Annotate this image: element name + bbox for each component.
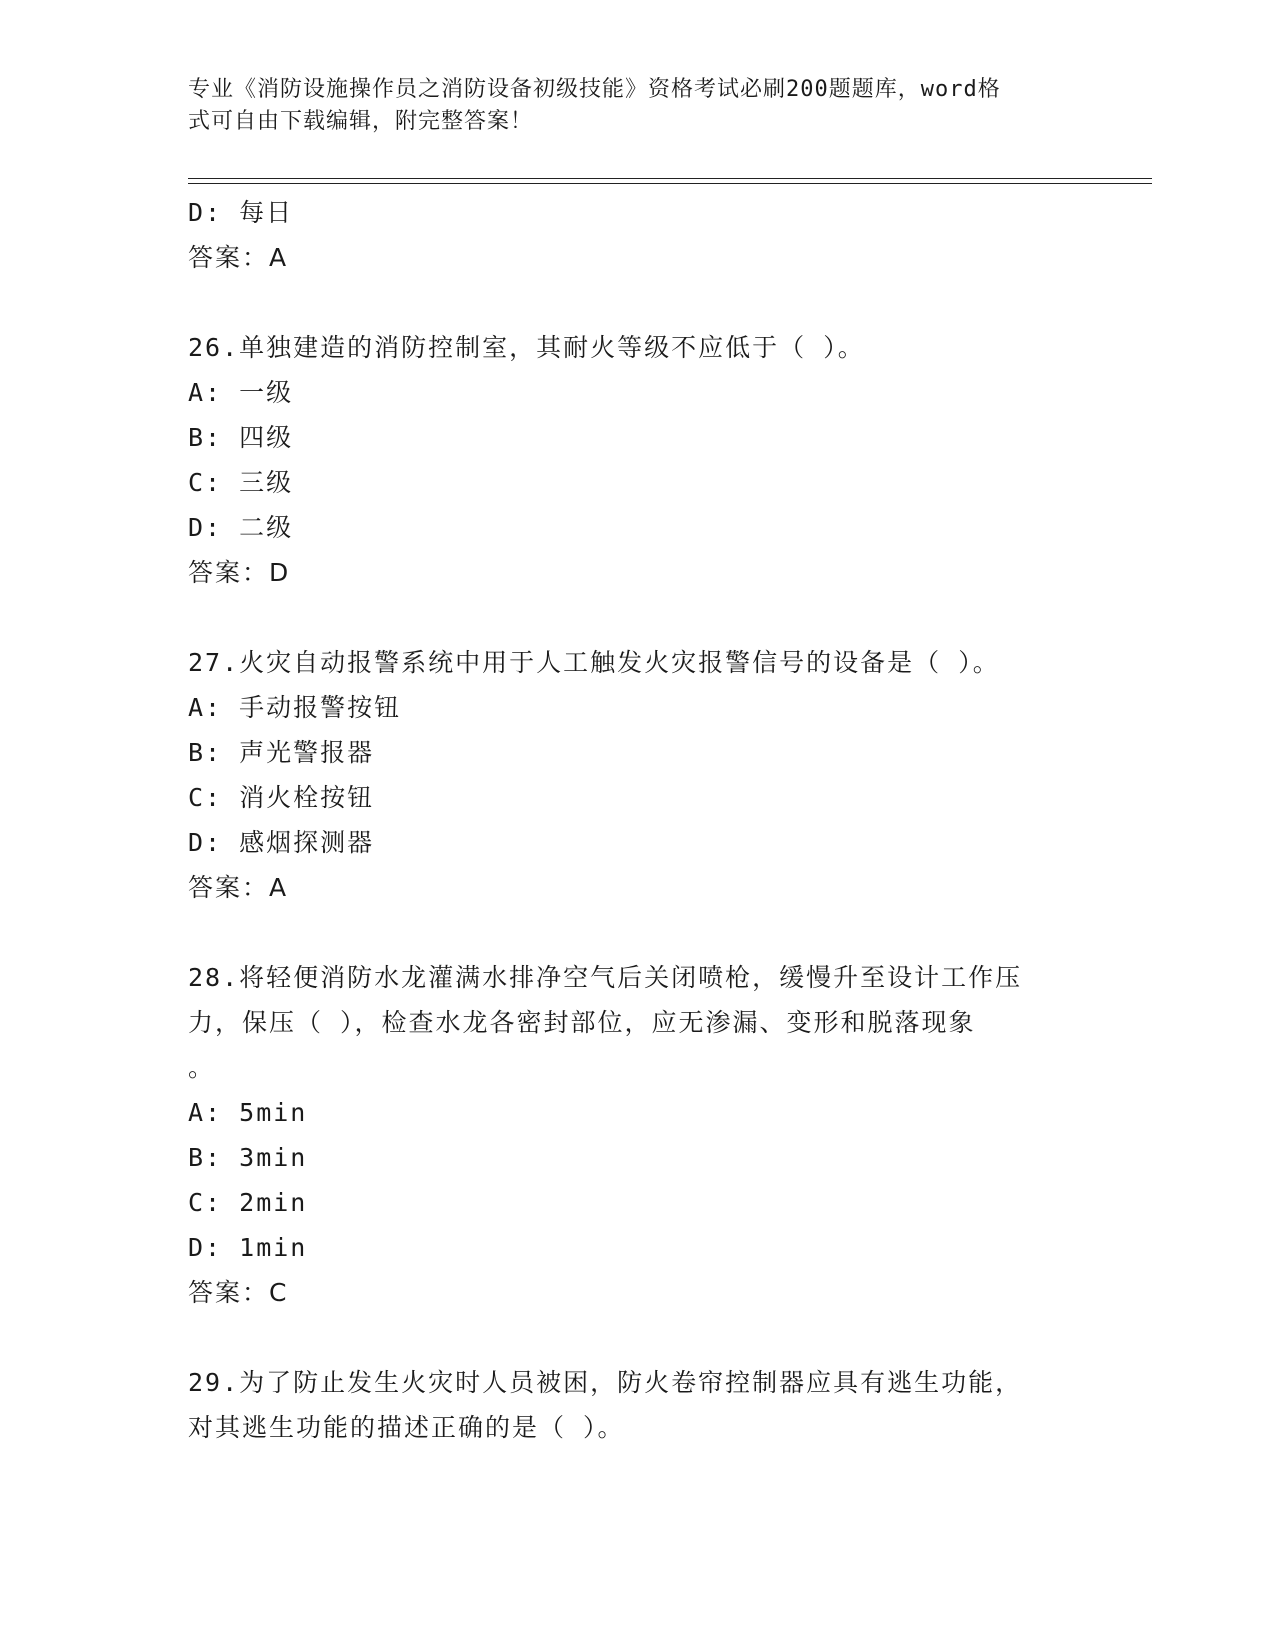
option-d: D: 1min [188,1233,308,1262]
question-stem-line-2: 对其逃生功能的描述正确的是（ ）。 [188,1413,625,1442]
option-d: D: 二级 [188,513,294,542]
option-a: A: 手动报警按钮 [188,693,402,722]
answer: 答案：A [188,243,289,272]
option-a: A: 5min [188,1098,308,1127]
question-stem: 26.单独建造的消防控制室，其耐火等级不应低于（ ）。 [188,333,865,362]
option-b: B: 声光警报器 [188,738,375,767]
answer: 答案：D [188,558,291,587]
question-stem-line-1: 29.为了防止发生火灾时人员被困，防火卷帘控制器应具有逃生功能， [188,1368,1023,1397]
answer: 答案：C [188,1278,289,1307]
option-c: C: 消火栓按钮 [188,783,375,812]
header-divider-bottom [188,183,1152,184]
spacer [188,280,1088,325]
question-block-27 [188,640,1088,910]
spacer [188,595,1088,640]
header-line-2: 式可自由下载编辑，附完整答案！ [188,109,534,134]
option-d: D: 每日 [188,198,294,227]
option-d: D: 感烟探测器 [188,828,375,857]
document-header [188,74,1068,138]
option-c: C: 2min [188,1188,308,1217]
answer: 答案：A [188,873,289,902]
question-block-26 [188,325,1088,595]
question-block-28 [188,955,1088,1315]
question-list [188,190,1088,1450]
question-stem-line-1: 28.将轻便消防水龙灌满水排净空气后关闭喷枪，缓慢升至设计工作压 [188,963,1023,992]
question-block-prev [188,190,1088,280]
option-b: B: 3min [188,1143,308,1172]
question-block-29 [188,1360,1088,1450]
question-stem: 27.火灾自动报警系统中用于人工触发火灾报警信号的设备是（ ）。 [188,648,1000,677]
header-divider-top [188,178,1152,179]
question-stem-line-3: 。 [188,1053,216,1082]
spacer [188,1315,1088,1360]
option-b: B: 四级 [188,423,294,452]
option-c: C: 三级 [188,468,294,497]
option-a: A: 一级 [188,378,294,407]
header-line-1: 专业《消防设施操作员之消防设备初级技能》资格考试必刷200题题库，word格 [188,77,1001,102]
question-stem-line-2: 力，保压（ ），检查水龙各密封部位，应无渗漏、变形和脱落现象 [188,1008,976,1037]
spacer [188,910,1088,955]
